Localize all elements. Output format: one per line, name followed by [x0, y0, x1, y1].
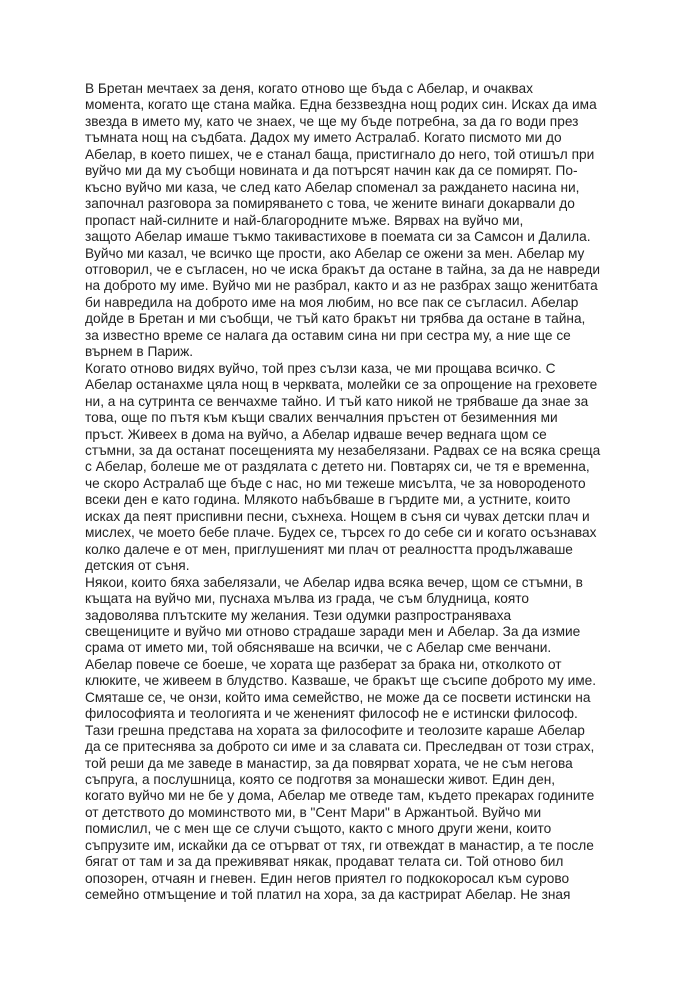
text-line: Абелар, в което пишех, че е станал баща, пристигнало до него, той отишъл при [85, 146, 595, 162]
text-line: той реши да ме заведе в манастир, за да повярват хората, че не съм негова [85, 755, 573, 771]
text-line: на доброто му име. Вуйчо ми не разбрал, както и аз не разбрах защо женитбата [85, 278, 598, 294]
text-line: вуйчо ми да му съобщи новината и да потърсят начин как да се помирят. По- [85, 163, 578, 179]
text-line: исках да пеят приспивни песни, съхнеха. Нощем в съня си чувах детски плач и [85, 508, 590, 524]
text-line: стъмни, за да останат посещенията му незабелязани. Радвах се на всяка среща [85, 442, 601, 458]
text-line: късно вуйчо ми каза, че след като Абелар споменал за раждането насина ни, [85, 179, 580, 195]
text-line: с Абелар, болеше ме от раздялата с детето ни. Повтарях си, че тя е временна, [85, 459, 590, 475]
text-line: Някои, които бяха забелязали, че Абелар идва всяка вечер, щом се стъмни, в [85, 574, 583, 590]
text-line: пропаст най-силните и най-благородните мъже. Вярвах на вуйчо ми, [85, 212, 524, 228]
text-line: помислил, че с мен ще се случи същото, както с много други жени, които [85, 821, 552, 837]
body-text [85, 81, 620, 904]
text-line: Абелар повече се боеше, че хората ще разберат за брака ни, отколкото от [85, 656, 562, 672]
text-line: момента, когато ще стана майка. Една беззвездна нощ родих син. Исках да има [85, 97, 597, 113]
text-line: за известно време се налага да оставим сина ни при сестра му, а ние ще се [85, 327, 571, 343]
text-line: колко далече е от мен, приглушеният ми плач от реалността продължаваше [85, 541, 573, 557]
text-line: срама от името ми, той обясняваше на всички, че с Абелар сме венчани. [85, 640, 552, 656]
text-line: къщата на вуйчо ми, пуснаха мълва из града, че съм блудница, която [85, 591, 530, 607]
text-line: да се притеснява за доброто си име и за славата си. Преследван от този страх, [85, 739, 595, 755]
text-line: В Бретан мечтаех за деня, когато отново ще бъда с Абелар, и очаквах [85, 81, 533, 96]
text-line: отговорил, че е съгласен, но че иска бракът да остане в тайна, за да не навреди [85, 261, 600, 277]
text-line: звезда в името му, като че знаех, че ще му бъде потребна, за да го води през [85, 113, 579, 129]
text-line: когато вуйчо ми не бе у дома, Абелар ме отведе там, където прекарах годините [85, 788, 595, 804]
text-line: детския от съня. [85, 558, 190, 574]
text-line: свещениците и вуйчо ми отново страдаше заради мен и Абелар. За да измие [85, 623, 581, 639]
text-line: върнем в Париж. [85, 344, 194, 360]
text-line: всеки ден е като година. Млякото набъбваше в гърдите ми, а устните, които [85, 492, 571, 508]
text-line: че скоро Астралаб ще бъде с нас, но ми тежеше мисълта, че за новороденото [85, 475, 586, 491]
text-line: мислех, че моето бебе плаче. Будех се, търсех го до себе си и когато осъзнавах [85, 525, 597, 541]
text-line: клюките, че живеем в блудство. Казваше, че бракът ще съсипе доброто му име. [85, 673, 597, 689]
text-line: Абелар останахме цяла нощ в черквата, молейки се за опрощение на греховете [85, 377, 598, 393]
text-line: дойде в Бретан и ми съобщи, че тъй като бракът ни трябва да остане в тайна, [85, 311, 586, 327]
text-line: задоволява плътските му желания. Тези одумки разпространяваха [85, 607, 512, 623]
text-line: философията и теологията и че жененият философ не е истински философ. [85, 706, 578, 722]
text-line: Вуйчо ми казал, че всичко ще прости, ако Абелар се ожени за мен. Абелар му [85, 245, 585, 261]
text-line: тъмната нощ на съдбата. Дадох му името Астралаб. Когато писмото ми до [85, 130, 562, 146]
text-line: защото Абелар имаше тъкмо такивастихове в поемата си за Самсон и Далила. [85, 229, 591, 245]
text-line: съпруга, а послушница, която се подготвя за монашески живот. Един ден, [85, 772, 556, 788]
text-line: Когато отново видях вуйчо, той през сълзи каза, че ми прощава всичко. С [85, 360, 556, 376]
text-line: бягат от там и за да преживяват някак, продават телата си. Той отново бил [85, 854, 564, 870]
text-line: опозорен, отчаян и гневен. Един негов приятел го подкокоросал към сурово [85, 870, 570, 886]
text-line: Смяташе се, че онзи, който има семейство, не може да се посвети истински на [85, 689, 591, 705]
text-line: Тази грешна представа на хората за философите и теолозите караше Абелар [85, 722, 585, 738]
text-line: пръст. Живеех в дома на вуйчо, а Абелар идваше вечер веднага щом се [85, 426, 547, 442]
text-line: семейно отмъщение и той платил на хора, за да кастрират Абелар. Не зная [85, 887, 571, 903]
text-line: от детството до моминството ми, в "Сент Мари" в Аржантьой. Вуйчо ми [85, 804, 542, 820]
text-line: това, още по пътя към къщи свалих венчалния пръстен от безименния ми [85, 410, 558, 426]
text-line: започнал разговора за помиряването с това, че жените винаги докарвали до [85, 196, 575, 212]
text-line: ни, а на сутринта се венчахме тайно. И тъй като никой не трябваше да знае за [85, 393, 589, 409]
text-line: би навредила на доброто име на моя любим, но все пак се съгласил. Абелар [85, 294, 579, 310]
text-line: съпрузите им, искайки да се отърват от тях, ги отвеждат в манастир, а те после [85, 837, 594, 853]
